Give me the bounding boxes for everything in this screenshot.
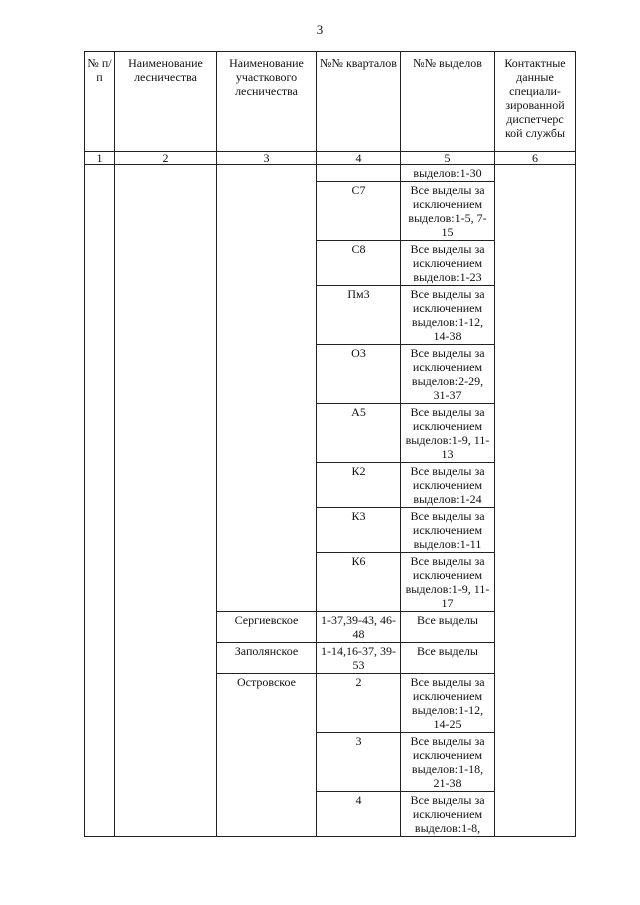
- column-number: 1: [85, 152, 115, 165]
- quarter-cell: Пм3: [317, 286, 401, 345]
- divisions-cell: Все выделы за исключением выделов:1-24: [401, 463, 495, 508]
- quarter-cell: К6: [317, 553, 401, 612]
- divisions-cell: выделов:1-30: [401, 165, 495, 182]
- forestry-table: [84, 51, 576, 837]
- quarter-cell: С8: [317, 241, 401, 286]
- district-cell: [217, 165, 317, 612]
- page-number: 3: [316, 22, 324, 37]
- quarter-cell: О3: [317, 345, 401, 404]
- divisions-cell: Все выделы за исключением выделов:1-9, 11-17: [401, 553, 495, 612]
- quarter-cell: [317, 165, 401, 182]
- divisions-cell: Все выделы за исключением выделов:1-18, 21-38: [401, 733, 495, 792]
- divisions-cell: Все выделы за исключением выделов:1-8,: [401, 792, 495, 837]
- column-number: 6: [495, 152, 576, 165]
- quarter-cell: 3: [317, 733, 401, 792]
- district-cell: Сергиевское: [217, 612, 317, 643]
- divisions-cell: Все выделы за исключением выделов:1-5, 7-15: [401, 182, 495, 241]
- divisions-cell: Все выделы за исключением выделов:1-11: [401, 508, 495, 553]
- column-number: 5: [401, 152, 495, 165]
- divisions-cell: Все выделы за исключением выделов:1-12, 14-25: [401, 674, 495, 733]
- column-number: 4: [317, 152, 401, 165]
- column-numbers-row: [85, 152, 576, 165]
- forestry-cell: [115, 165, 217, 837]
- number-cell: [85, 165, 115, 837]
- header-row: [85, 52, 576, 152]
- divisions-cell: Все выделы за исключением выделов:1-23: [401, 241, 495, 286]
- quarter-cell: А5: [317, 404, 401, 463]
- divisions-cell: Все выделы: [401, 612, 495, 643]
- divisions-cell: Все выделы за исключением выделов:1-12, 14-38: [401, 286, 495, 345]
- header-divisions: №№ выделов: [401, 52, 495, 152]
- district-cell: Островское: [217, 674, 317, 837]
- quarter-cell: 1-37,39-43, 46-48: [317, 612, 401, 643]
- quarter-cell: 2: [317, 674, 401, 733]
- divisions-cell: Все выделы за исключением выделов:1-9, 11-13: [401, 404, 495, 463]
- divisions-cell: Все выделы: [401, 643, 495, 674]
- quarter-cell: 4: [317, 792, 401, 837]
- header-district-forestry: Наименование участкового лесничества: [217, 52, 317, 152]
- contacts-cell: [495, 165, 576, 837]
- header-contacts: Контактные данные специали- зированной диспетчерс кой службы: [495, 52, 576, 152]
- column-number: 3: [217, 152, 317, 165]
- quarter-cell: С7: [317, 182, 401, 241]
- district-cell: Заполянское: [217, 643, 317, 674]
- header-quarters: №№ кварталов: [317, 52, 401, 152]
- table-row: [85, 165, 576, 182]
- quarter-cell: К3: [317, 508, 401, 553]
- quarter-cell: 1-14,16-37, 39-53: [317, 643, 401, 674]
- header-forestry: Наименование лесничества: [115, 52, 217, 152]
- header-number: № п/п: [85, 52, 115, 152]
- column-number: 2: [115, 152, 217, 165]
- quarter-cell: К2: [317, 463, 401, 508]
- divisions-cell: Все выделы за исключением выделов:2-29, 31-37: [401, 345, 495, 404]
